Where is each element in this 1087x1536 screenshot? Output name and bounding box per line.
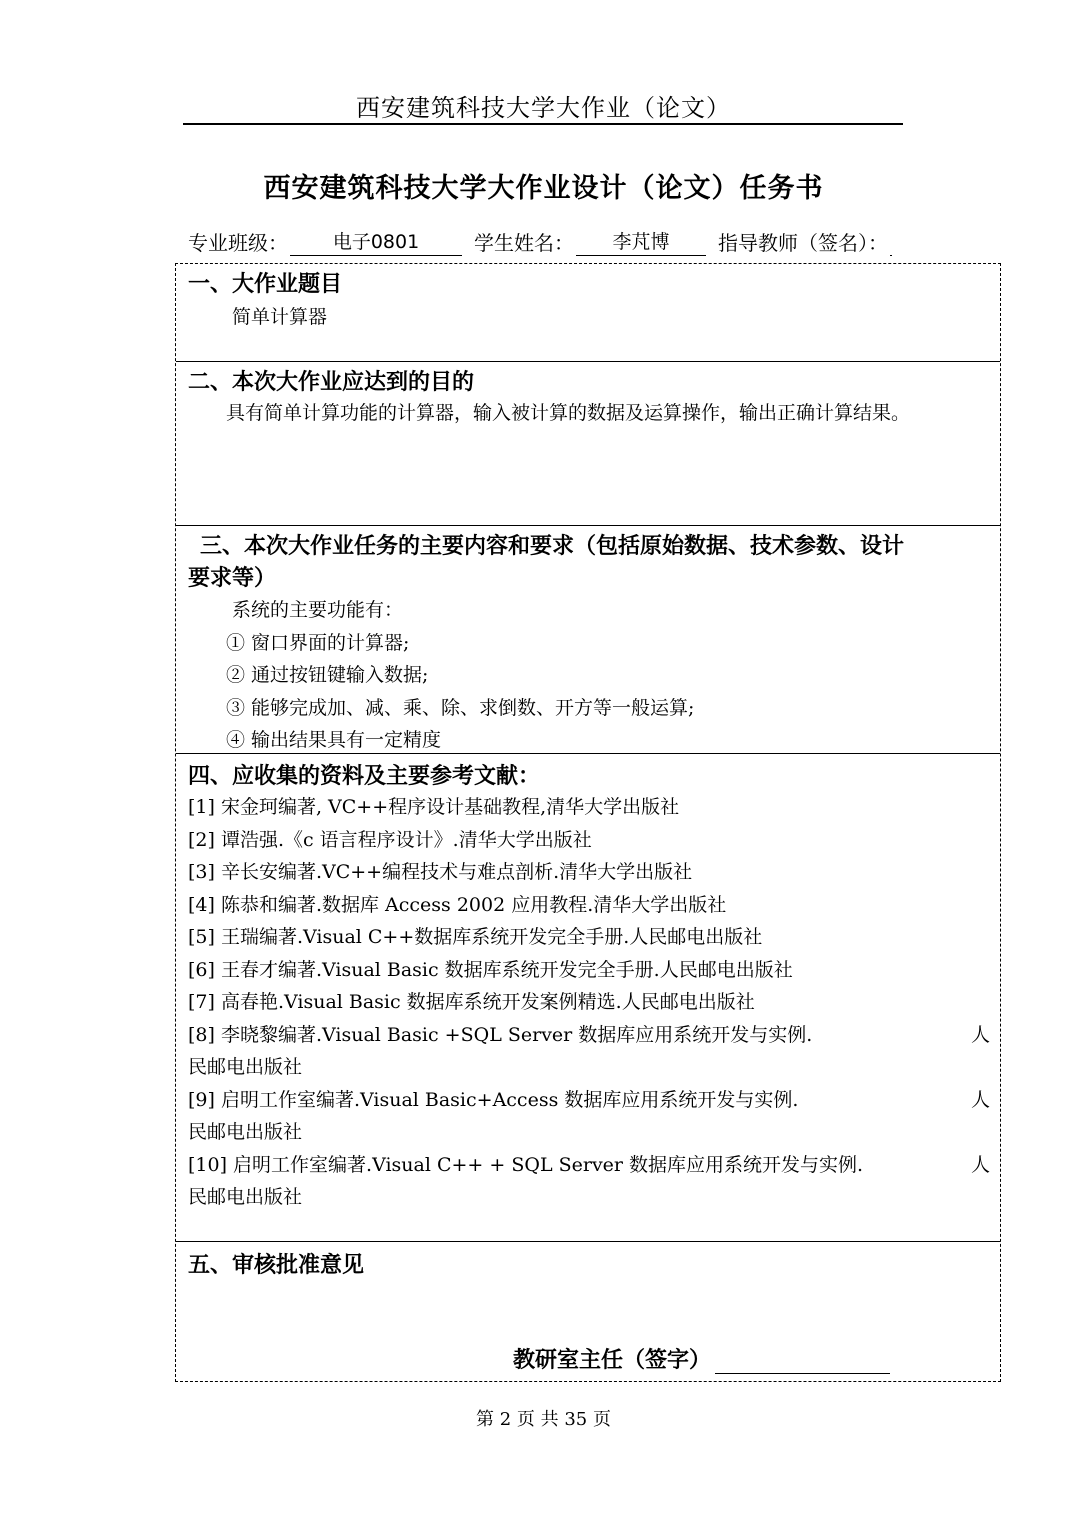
page-footer: 第 2 页 共 35 页: [476, 1409, 611, 1430]
section-title: 三、本次大作业任务的主要内容和要求（包括原始数据、技术参数、设计: [200, 534, 905, 559]
major-label: 专业班级：: [188, 231, 288, 255]
reference-item-continued: 民邮电出版社: [188, 1186, 303, 1208]
reference-item: [10] 启明工作室编著.Visual C++ + SQL Server 数据库应用系统开发与实例.: [188, 1154, 864, 1176]
section-approval: [176, 1241, 1000, 1382]
section-goal: [176, 361, 1000, 525]
reference-item-continued: 民邮电出版社: [188, 1121, 303, 1143]
section-content: 具有简单计算功能的计算器，输入被计算的数据及运算操作，输出正确计算结果。: [226, 402, 911, 424]
signature-row: [513, 1343, 890, 1374]
list-item: ① 窗口界面的计算器;: [226, 632, 410, 654]
list-item: ② 通过按钮键输入数据;: [226, 664, 429, 686]
section-title: 一、大作业题目: [188, 272, 343, 297]
section-title: 五、审核批准意见: [188, 1253, 365, 1278]
student-field: 李芃博: [576, 227, 706, 256]
reference-item: [7] 高春艳.Visual Basic 数据库系统开发案例精选.人民邮电出版社: [188, 991, 755, 1013]
list-item: ④ 输出结果具有一定精度: [226, 729, 442, 751]
document-title: 西安建筑科技大学大作业设计（论文）任务书: [263, 173, 824, 204]
reference-wrap-char: 人: [971, 1154, 991, 1176]
reference-item: [3] 辛长安编著.VC++编程技术与难点剖析.清华大学出版社: [188, 861, 693, 883]
section-topic: [176, 264, 1000, 361]
info-line: [188, 226, 892, 256]
reference-item: [6] 王春才编著.Visual Basic 数据库系统开发完全手册.人民邮电出版社: [188, 959, 793, 981]
reference-item: [1] 宋金珂编著, VC++程序设计基础教程,清华大学出版社: [188, 796, 680, 818]
student-label: 学生姓名：: [474, 231, 574, 255]
running-header: 西安建筑科技大学大作业（论文）: [356, 94, 731, 122]
reference-item: [4] 陈恭和编著.数据库 Access 2002 应用教程.清华大学出版社: [188, 894, 727, 916]
section-title: 二、本次大作业应达到的目的: [188, 370, 475, 395]
list-item: ③ 能够完成加、减、乘、除、求倒数、开方等一般运算;: [226, 697, 695, 719]
section-title: 四、应收集的资料及主要参考文献：: [188, 764, 541, 789]
task-table: [175, 263, 1001, 1382]
section-requirements: [176, 525, 1000, 753]
reference-wrap-char: 人: [971, 1089, 991, 1111]
requirements-intro: 系统的主要功能有：: [232, 599, 404, 621]
signature-label: 教研室主任（签字）: [513, 1348, 712, 1373]
reference-wrap-char: 人: [971, 1024, 991, 1046]
section-title-continued: 要求等）: [188, 566, 277, 591]
reference-item-continued: 民邮电出版社: [188, 1056, 303, 1078]
reference-item: [5] 王瑞编著.Visual C++数据库系统开发完全手册.人民邮电出版社: [188, 926, 763, 948]
reference-item: [2] 谭浩强.《c 语言程序设计》.清华大学出版社: [188, 829, 592, 851]
major-field: 电子0801: [290, 227, 462, 256]
signature-line: [715, 1349, 890, 1374]
advisor-label: 指导教师（签名）：: [718, 231, 888, 255]
reference-item: [8] 李晓黎编著.Visual Basic +SQL Server 数据库应用系统开发与实例.: [188, 1024, 813, 1046]
advisor-sign-field: [890, 254, 892, 256]
reference-item: [9] 启明工作室编著.Visual Basic+Access 数据库应用系统开发与实例.: [188, 1089, 799, 1111]
section-content: 简单计算器: [232, 306, 328, 328]
header-rule: [183, 123, 903, 125]
section-references: [176, 753, 1000, 1241]
